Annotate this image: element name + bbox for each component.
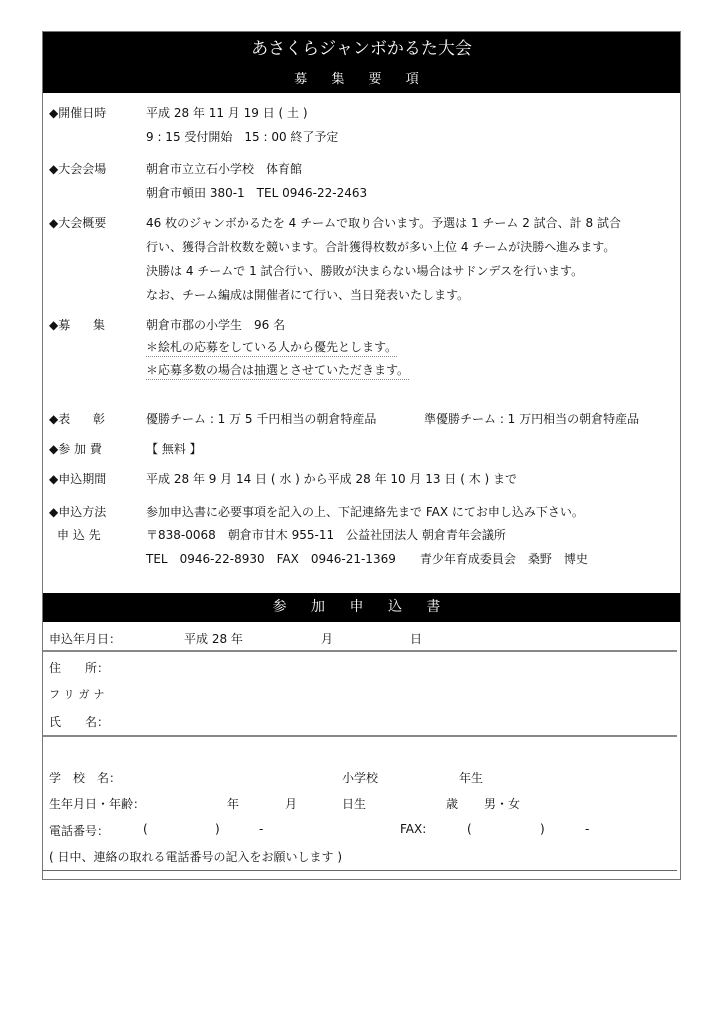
school-suffix: 小学校	[342, 771, 379, 785]
event-title: あさくらジャンボかるた大会	[43, 32, 680, 68]
divider	[43, 870, 677, 871]
fax-dash: -	[585, 822, 590, 836]
phone-close-paren: )	[215, 822, 220, 836]
award-label-a: ◆表	[49, 412, 71, 426]
recruit-label-a: ◆募	[49, 318, 71, 332]
phone-note: ( 日中、連絡の取れる電話番号の記入をお願いします )	[49, 850, 342, 864]
venue-address: 朝倉市頓田 380-1 TEL 0946-22-2463	[146, 186, 368, 200]
address-label: 住 所：	[49, 661, 110, 675]
gender-options: 男・女	[484, 797, 521, 811]
flyer-sheet	[42, 31, 681, 880]
overview-label: ◆大会概要	[49, 216, 107, 230]
method-label: ◆申込方法	[49, 505, 107, 519]
furigana-label: フリガナ	[49, 688, 109, 701]
fee-value: 【 無料 】	[146, 442, 202, 456]
school-label: 学 校 名：	[49, 771, 122, 785]
venue-label: ◆大会会場	[49, 162, 107, 176]
recruit-target: 朝倉市郡の小学生 96 名	[146, 318, 286, 332]
apply-date-month: 月	[321, 632, 334, 646]
overview-line: なお、チーム編成は開催者にて行い、当日発表いたします。	[146, 288, 470, 302]
divider	[43, 650, 677, 652]
date-value: 平成 28 年 11 月 19 日 ( 土 )	[146, 106, 308, 120]
contact-label: 申 込 先	[57, 528, 101, 542]
award-first: 優勝チーム : 1 万 5 千円相当の朝倉特産品	[146, 412, 377, 426]
contact-address: 〒838-0068 朝倉市甘木 955-11 公益社団法人 朝倉青年会議所	[146, 528, 506, 542]
fax-close-paren: )	[540, 822, 545, 836]
recruit-label-b: 集	[93, 318, 106, 332]
birth-day: 日生	[342, 797, 367, 811]
phone-dash: -	[259, 822, 264, 836]
birth-month: 月	[285, 797, 298, 811]
apply-date-label: 申込年月日：	[49, 632, 122, 646]
overview-line: 決勝は 4 チームで 1 試合行い、勝敗が決まらない場合はサドンデスを行います。	[146, 264, 584, 278]
method-value: 参加申込書に必要事項を記入の上、下記連絡先まで FAX にてお申し込み下さい。	[146, 505, 584, 519]
award-label-b: 彰	[93, 412, 106, 426]
apply-date-day: 日	[410, 632, 423, 646]
application-form-heading: 参 加 申 込 書	[43, 593, 680, 622]
period-value: 平成 28 年 9 月 14 日 ( 水 ) から平成 28 年 10 月 13 日 ( 木 ) まで	[146, 472, 517, 486]
time-value: 9 : 15 受付開始 15 : 00 終了予定	[146, 130, 339, 144]
phone-label: 電話番号：	[49, 824, 110, 838]
divider	[43, 735, 677, 737]
phone-open-paren: (	[143, 822, 148, 836]
overview-line: 46 枚のジャンボかるたを 4 チームで取り合います。予選は 1 チーム 2 試合、計 8 試合	[146, 216, 621, 230]
birth-year: 年	[227, 797, 240, 811]
fax-open-paren: (	[467, 822, 472, 836]
apply-date-era: 平成 28 年	[184, 632, 243, 646]
overview-line: 行い、獲得合計枚数を競います。合計獲得枚数が多い上位 4 チームが決勝へ進みます。	[146, 240, 616, 254]
recruitment-heading: 募 集 要 項	[43, 67, 680, 93]
birth-label: 生年月日・年齢：	[49, 797, 146, 811]
recruit-note: ＊絵札の応募をしている人から優先とします。	[146, 338, 397, 357]
date-label: ◆開催日時	[49, 106, 107, 120]
award-second: 準優勝チーム : 1 万円相当の朝倉特産品	[424, 412, 640, 426]
venue-name: 朝倉市立立石小学校 体育館	[146, 162, 303, 176]
name-label: 氏 名：	[49, 715, 110, 729]
fax-label: FAX:	[400, 822, 427, 836]
period-label: ◆申込期間	[49, 472, 107, 486]
grade-suffix: 年生	[459, 771, 484, 785]
recruit-note: ＊応募多数の場合は抽選とさせていただきます。	[146, 361, 409, 380]
fee-label: ◆参 加 費	[49, 442, 102, 456]
contact-phone: TEL 0946-22-8930 FAX 0946-21-1369 青少年育成委員会 桑野 博史	[146, 552, 588, 566]
age-suffix: 歳	[446, 797, 459, 811]
